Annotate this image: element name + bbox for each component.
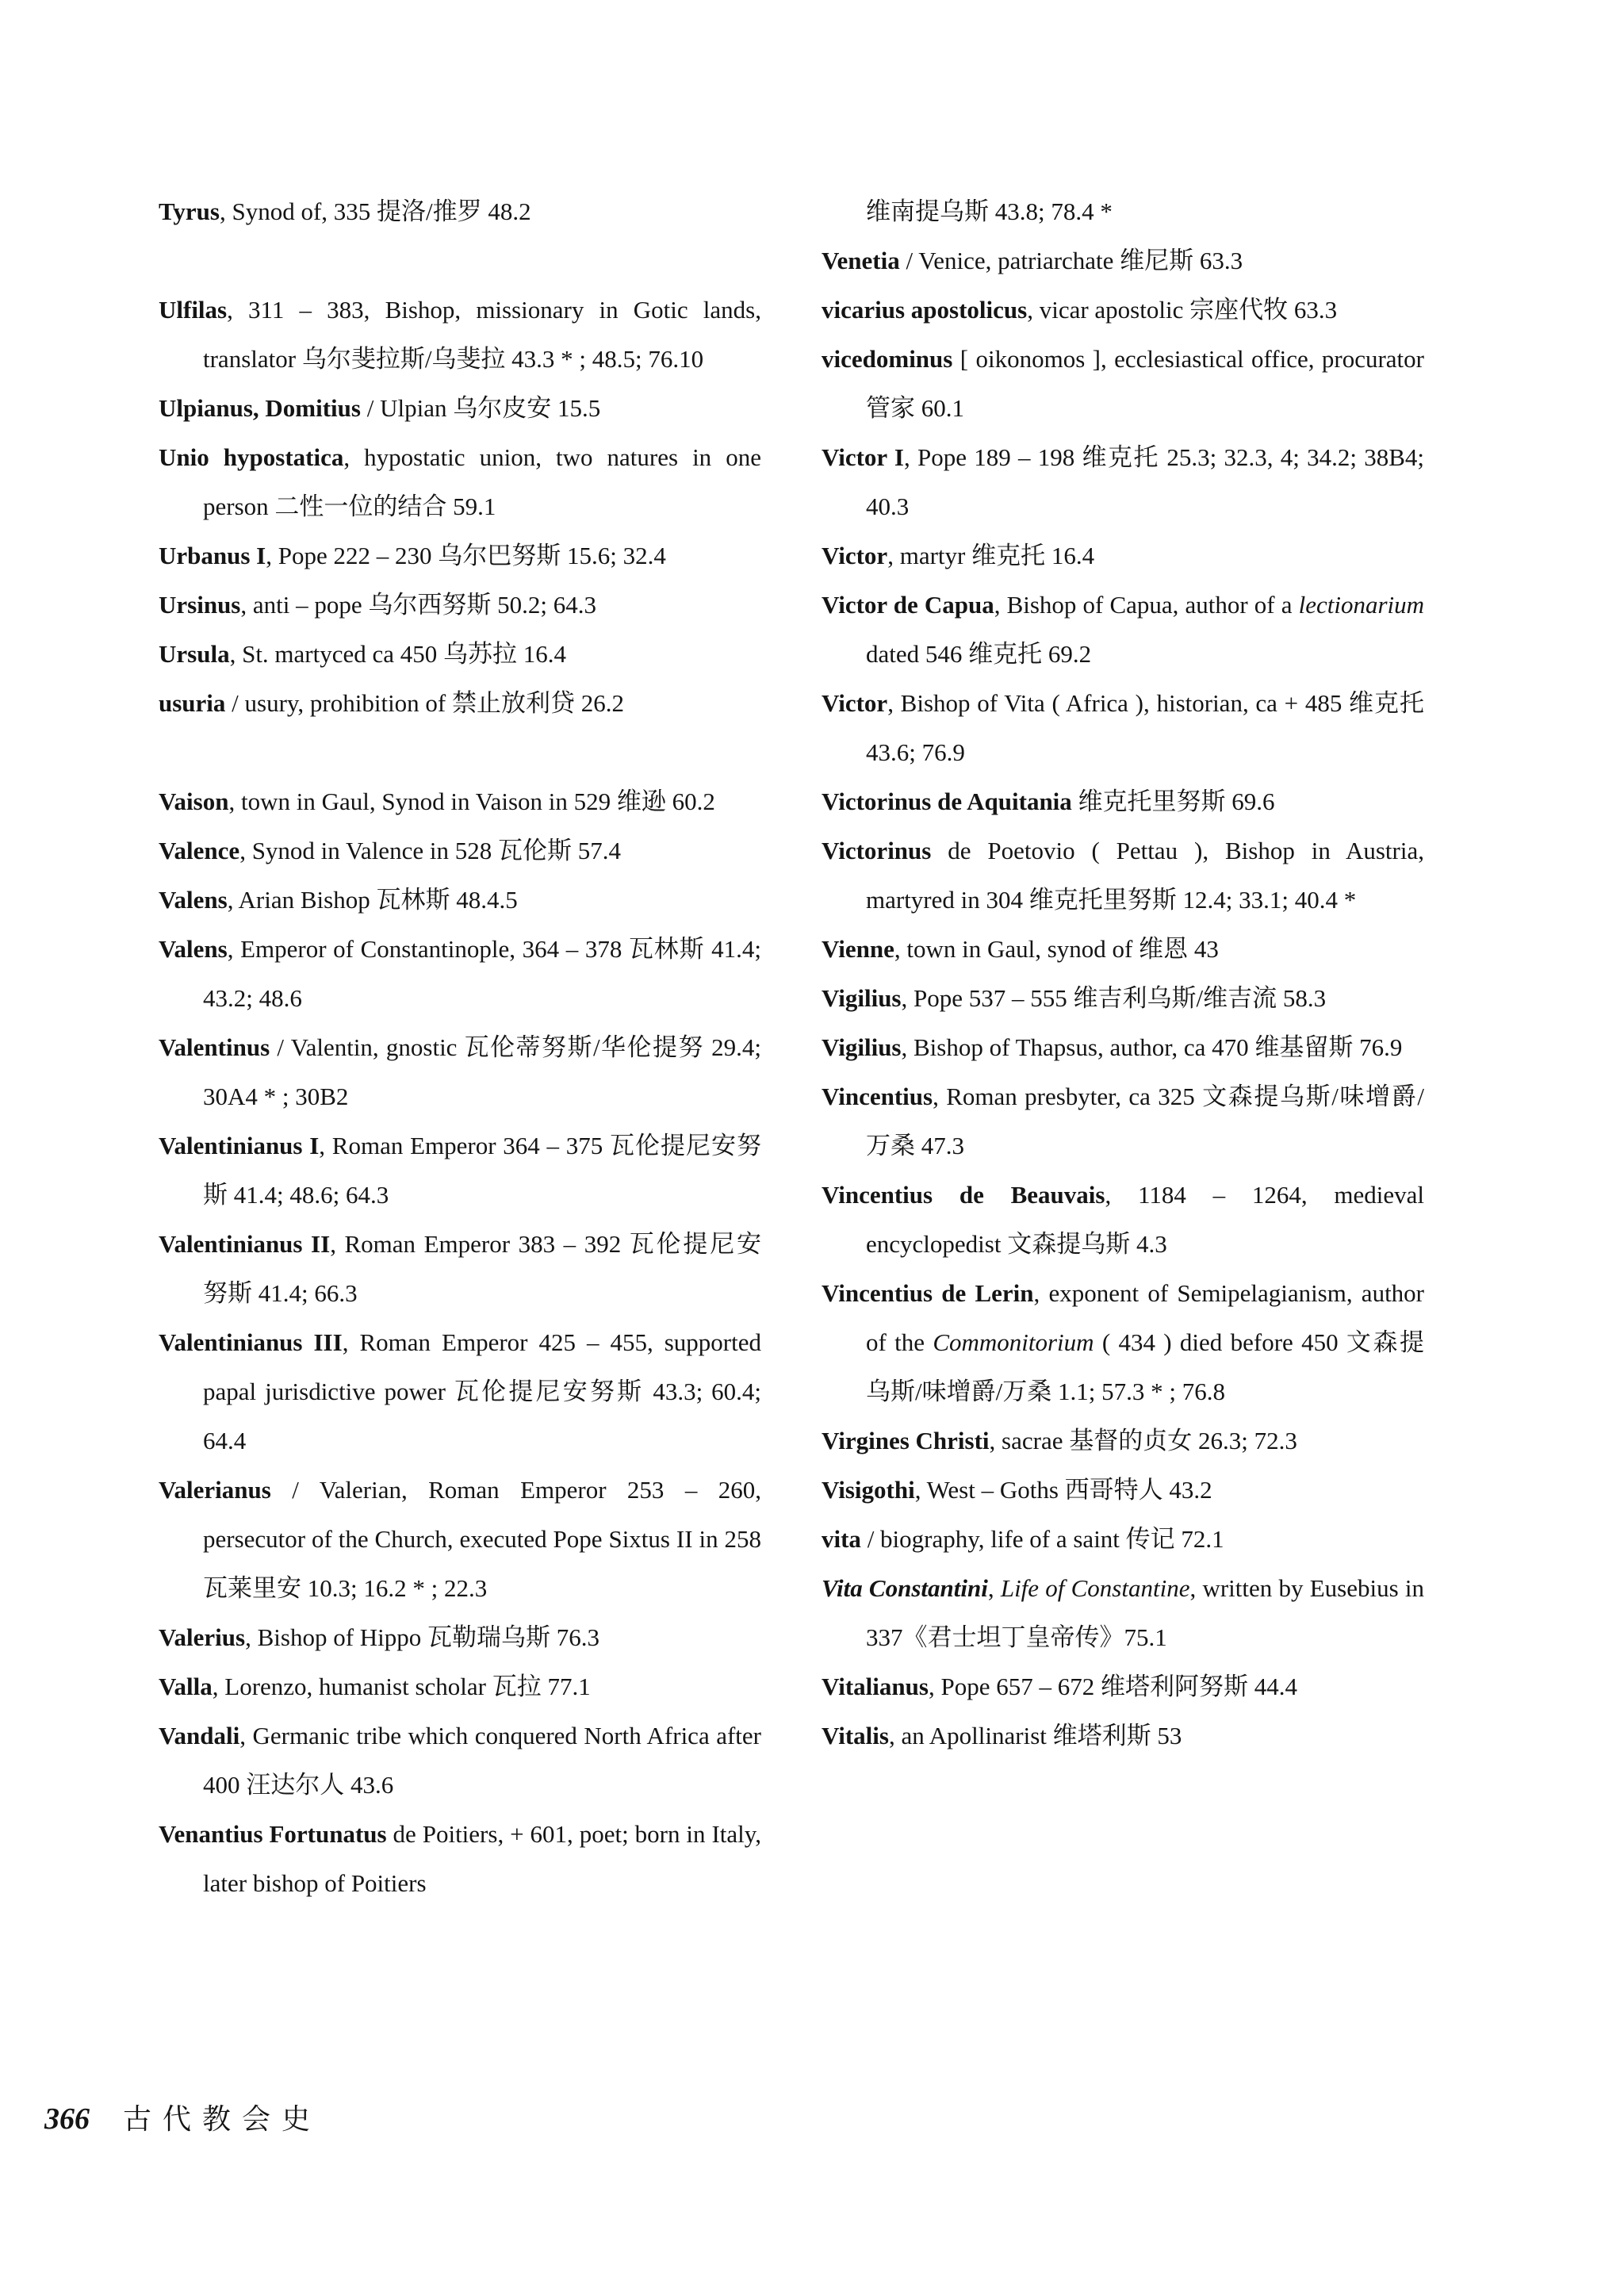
entry-headword: Vita Constantini <box>822 1574 988 1602</box>
entry-body: , an Apollinarist 维塔利斯 53 <box>888 1722 1182 1749</box>
entry-headword: Ursula <box>159 640 230 668</box>
index-entry <box>822 1269 1424 1416</box>
entry-body: [ oikonomos ], ecclesiastical office, procurator 管家 60.1 <box>866 345 1424 422</box>
entry-headword: Victor <box>822 689 888 717</box>
index-entry <box>822 1662 1424 1711</box>
page-number: 366 <box>44 2102 90 2136</box>
index-entry <box>822 1171 1424 1269</box>
index-entry <box>822 1466 1424 1515</box>
entry-headword: Victorinus <box>822 837 932 864</box>
entry-headword: Victor de Capua <box>822 591 994 619</box>
entry-body: , Roman Emperor 364 – 375 瓦伦提尼安努斯 41.4; 48.6; 64.3 <box>203 1132 761 1209</box>
entry-headword: vicedominus <box>822 345 953 373</box>
index-column-left <box>159 187 761 1908</box>
entry-headword: Virgines Christi <box>822 1427 990 1454</box>
entry-body: , town in Gaul, synod of 维恩 43 <box>894 935 1219 963</box>
index-entry <box>822 1072 1424 1171</box>
entry-body: , martyr 维克托 16.4 <box>887 542 1095 569</box>
index-entry <box>822 1416 1424 1466</box>
entry-headword: Valentinianus I <box>159 1132 320 1159</box>
index-entry <box>159 1810 761 1908</box>
entry-body: / Venice, patriarchate 维尼斯 63.3 <box>899 247 1243 274</box>
entry-body: , Pope 657 – 672 维塔利阿努斯 44.4 <box>928 1673 1297 1700</box>
index-entry <box>159 1662 761 1711</box>
entry-headword: Valence <box>159 837 240 864</box>
index-entry <box>159 1023 761 1121</box>
entry-body: , Bishop of Hippo 瓦勒瑞乌斯 76.3 <box>245 1623 600 1651</box>
entry-body: , Germanic tribe which conquered North Africa after 400 汪达尔人 43.6 <box>203 1722 761 1799</box>
entry-body: , Emperor of Constantinople, 364 – 378 瓦林斯 41.4; 43.2; 48.6 <box>203 935 761 1012</box>
index-entry <box>822 433 1424 531</box>
entry-headword: Vitalianus <box>822 1673 929 1700</box>
index-entry <box>159 630 761 679</box>
entry-italic-title: Life of Constantine <box>1000 1574 1190 1602</box>
entry-body: , 311 – 383, Bishop, missionary in Gotic lands, translator 乌尔斐拉斯/乌斐拉 43.3 * ; 48.5; 76.10 <box>203 296 761 373</box>
entry-headword: Ulpianus, Domitius <box>159 394 361 422</box>
entry-body: , Lorenzo, humanist scholar 瓦拉 77.1 <box>212 1673 591 1700</box>
entry-headword: Unio hypostatica <box>159 443 344 471</box>
entry-headword: Victor I <box>822 443 904 471</box>
entry-body: dated 546 维克托 69.2 <box>866 640 1092 668</box>
entry-body: / Valerian, Roman Emperor 253 – 260, persecutor of the Church, executed Pope Sixtus II in 258 瓦莱里安 10.3; 16.2 * ; 22.3 <box>203 1476 761 1602</box>
index-entry <box>822 236 1424 286</box>
entry-body: , Synod of, 335 提洛/推罗 48.2 <box>219 197 531 225</box>
entry-headword: vicarius apostolicus <box>822 296 1028 324</box>
entry-body: , Roman presbyter, ca 325 文森提乌斯/味增爵/万桑 47.3 <box>866 1083 1424 1159</box>
index-entry <box>822 777 1424 826</box>
entry-body: , <box>987 1574 1001 1602</box>
entry-headword: Venetia <box>822 247 900 274</box>
entry-headword: Vienne <box>822 935 894 963</box>
entry-headword: Vaison <box>159 788 229 815</box>
entry-body: , Roman Emperor 425 – 455, supported papal jurisdictive power 瓦伦提尼安努斯 43.3; 60.4; 64.4 <box>203 1328 762 1454</box>
index-entry <box>822 335 1424 433</box>
entry-headword: Ursinus <box>159 591 241 619</box>
running-title: 古代教会史 <box>123 2103 322 2136</box>
index-entry <box>822 925 1424 974</box>
entry-body: , Roman Emperor 383 – 392 瓦伦提尼安努斯 41.4; 66.3 <box>203 1230 761 1307</box>
entry-headword: Vigilius <box>822 1033 902 1061</box>
index-entry <box>159 286 761 384</box>
entry-headword: Visigothi <box>822 1476 915 1504</box>
entry-headword: Vitalis <box>822 1722 889 1749</box>
entry-body: , West – Goths 西哥特人 43.2 <box>914 1476 1212 1504</box>
page-footer <box>44 2098 321 2140</box>
entry-body: , 1184 – 1264, medieval encyclopedist 文森提乌斯 4.3 <box>866 1181 1425 1258</box>
entry-headword: Valens <box>159 886 228 914</box>
entry-body: , Bishop of Vita ( Africa ), historian, ca + 485 维克托 43.6; 76.9 <box>866 689 1424 766</box>
index-entry <box>159 925 761 1023</box>
entry-headword: Urbanus I <box>159 542 266 569</box>
entry-headword: Valerianus <box>159 1476 271 1504</box>
index-entry <box>822 581 1424 679</box>
index-entry <box>159 876 761 925</box>
entry-headword: Valentinianus III <box>159 1328 343 1356</box>
entry-body: , vicar apostolic 宗座代牧 63.3 <box>1027 296 1338 324</box>
index-entry <box>159 1711 761 1810</box>
index-entry-continuation <box>822 187 1424 236</box>
entry-headword: Vincentius de Lerin <box>822 1279 1034 1307</box>
index-entry <box>822 286 1424 335</box>
entry-body: 维克托里努斯 69.6 <box>1071 788 1275 815</box>
entry-body: , sacrae 基督的贞女 26.3; 72.3 <box>989 1427 1297 1454</box>
entry-headword: Valla <box>159 1673 213 1700</box>
index-entry <box>822 1023 1424 1072</box>
entry-headword: vita <box>822 1525 861 1553</box>
index-entry <box>159 581 761 630</box>
entry-headword: Vigilius <box>822 984 902 1012</box>
entry-body: / usury, prohibition of 禁止放利贷 26.2 <box>225 689 625 717</box>
index-entry <box>159 384 761 433</box>
entry-body: , hypostatic union, two natures in one person 二性一位的结合 59.1 <box>203 443 761 520</box>
entry-headword: Victorinus de Aquitania <box>822 788 1072 815</box>
index-entry <box>822 826 1424 925</box>
entry-body: , St. martyced ca 450 乌苏拉 16.4 <box>229 640 567 668</box>
index-entry <box>822 679 1424 777</box>
entry-body: , written by Eusebius in 337《君士坦丁皇帝传》75.1 <box>866 1574 1424 1651</box>
entry-body: , anti – pope 乌尔西努斯 50.2; 64.3 <box>240 591 596 619</box>
index-entry <box>159 679 761 728</box>
entry-italic-title: Commonitorium <box>933 1328 1094 1356</box>
index-entry <box>159 777 761 826</box>
index-entry <box>159 433 761 531</box>
entry-body: ( 434 ) died before 450 文森提乌斯/味增爵/万桑 1.1; 57.3 * ; 76.8 <box>866 1328 1424 1405</box>
index-entry <box>822 1515 1424 1564</box>
index-column-right <box>822 187 1424 1761</box>
entry-body: 维南提乌斯 43.8; 78.4 * <box>866 197 1113 225</box>
entry-headword: Vincentius <box>822 1083 933 1110</box>
index-entry <box>159 187 761 236</box>
index-entry <box>159 1220 761 1318</box>
entry-body: de Poetovio ( Pettau ), Bishop in Austria, martyred in 304 维克托里努斯 12.4; 33.1; 40.4 * <box>866 837 1424 914</box>
index-entry <box>822 974 1424 1023</box>
index-entry <box>159 531 761 581</box>
entry-body: / biography, life of a saint 传记 72.1 <box>860 1525 1224 1553</box>
entry-body: , Pope 222 – 230 乌尔巴努斯 15.6; 32.4 <box>266 542 666 569</box>
entry-body: , Bishop of Thapsus, author, ca 470 维基留斯 76.9 <box>901 1033 1403 1061</box>
index-entry <box>159 826 761 876</box>
index-entry <box>822 531 1424 581</box>
entry-body: , exponent of Semipelagianism, author of the <box>866 1279 1425 1356</box>
index-entry <box>159 1318 761 1466</box>
entry-headword: Valens <box>159 935 228 963</box>
index-entry <box>159 1613 761 1662</box>
entry-headword: Venantius Fortunatus <box>159 1820 387 1848</box>
index-entry <box>822 1564 1424 1662</box>
entry-body: , Arian Bishop 瓦林斯 48.4.5 <box>227 886 518 914</box>
entry-body: , Pope 537 – 555 维吉利乌斯/维吉流 58.3 <box>901 984 1327 1012</box>
index-entry <box>159 1121 761 1220</box>
entry-body: , town in Gaul, Synod in Vaison in 529 维逊 60.2 <box>228 788 715 815</box>
index-entry <box>159 1466 761 1613</box>
entry-body: / Ulpian 乌尔皮安 15.5 <box>360 394 601 422</box>
entry-headword: usuria <box>159 689 226 717</box>
entry-headword: Valerius <box>159 1623 246 1651</box>
entry-body: , Bishop of Capua, author of a <box>994 591 1299 619</box>
entry-body: , Pope 189 – 198 维克托 25.3; 32.3, 4; 34.2; 38B4; 40.3 <box>866 443 1424 520</box>
entry-headword: Tyrus <box>159 197 220 225</box>
entry-headword: Ulfilas <box>159 296 228 324</box>
entry-body: de Poitiers, + 601, poet; born in Italy, later bishop of Poitiers <box>203 1820 761 1897</box>
entry-body: / Valentin, gnostic 瓦伦蒂努斯/华伦提努 29.4; 30A4 * ; 30B2 <box>203 1033 761 1110</box>
entry-headword: Valentinus <box>159 1033 270 1061</box>
entry-headword: Valentinianus II <box>159 1230 331 1258</box>
entry-body: , Synod in Valence in 528 瓦伦斯 57.4 <box>239 837 621 864</box>
entry-italic-title: lectionarium <box>1298 591 1425 619</box>
entry-headword: Victor <box>822 542 888 569</box>
entry-headword: Vandali <box>159 1722 240 1749</box>
entry-headword: Vincentius de Beauvais <box>822 1181 1105 1209</box>
index-entry <box>822 1711 1424 1761</box>
